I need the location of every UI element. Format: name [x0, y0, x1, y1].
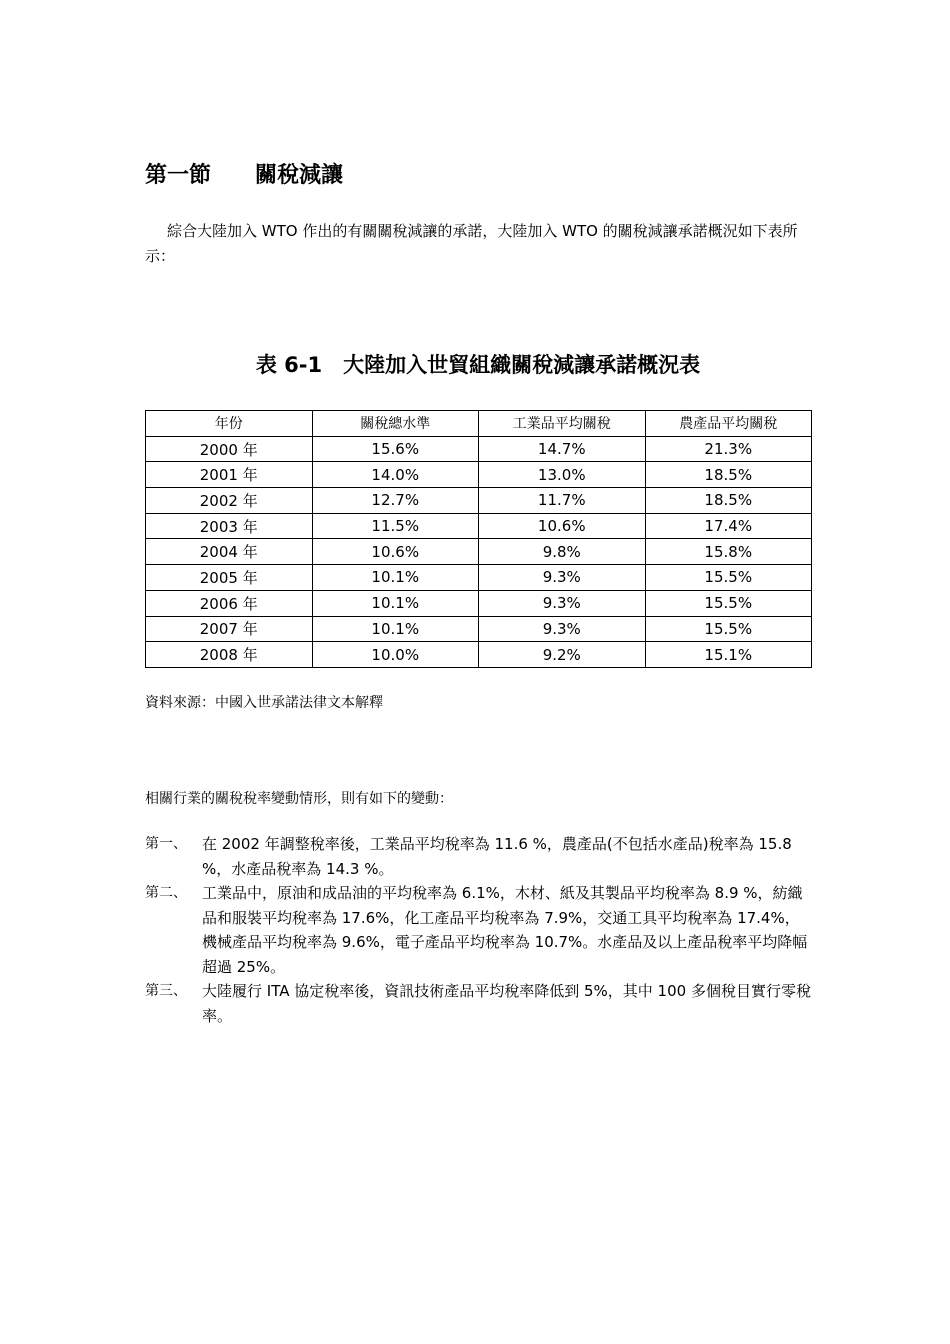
- header-industrial: 工業品平均關稅: [479, 411, 646, 437]
- cell-year: 2004 年: [146, 539, 313, 565]
- item-text: 大陸履行 ITA 協定稅率後，資訊技術產品平均稅率降低到 5%，其中 100 多個稅目實行零稅率。: [202, 982, 811, 1025]
- cell-year: 2007 年: [146, 616, 313, 642]
- cell-year: 2006 年: [146, 590, 313, 616]
- cell-industrial: 14.7%: [479, 436, 646, 462]
- intro-paragraph: 綜合大陸加入 WTO 作出的有關關稅減讓的承諾，大陸加入 WTO 的關稅減讓承諾概況如下表所示：: [145, 222, 798, 265]
- item-label: 第二、: [145, 885, 187, 901]
- cell-industrial: 9.3%: [479, 616, 646, 642]
- cell-industrial: 9.3%: [479, 565, 646, 591]
- cell-overall: 10.6%: [312, 539, 479, 565]
- cell-industrial: 13.0%: [479, 462, 646, 488]
- item-list: [145, 832, 811, 1028]
- cell-industrial: 9.8%: [479, 539, 646, 565]
- cell-industrial: 9.2%: [479, 642, 646, 668]
- cell-year: 2008 年: [146, 642, 313, 668]
- list-item: [145, 832, 811, 881]
- cell-year: 2005 年: [146, 565, 313, 591]
- cell-agricultural: 15.5%: [645, 616, 812, 642]
- table-row: [146, 590, 812, 616]
- lead-paragraph: 相關行業的關稅稅率變動情形，則有如下的變動：: [145, 791, 453, 807]
- section-title: 第一節 關稅減讓: [145, 163, 344, 188]
- list-item: [145, 881, 811, 979]
- cell-agricultural: 18.5%: [645, 488, 812, 514]
- table-row: [146, 616, 812, 642]
- cell-year: 2003 年: [146, 513, 313, 539]
- cell-overall: 14.0%: [312, 462, 479, 488]
- cell-overall: 10.1%: [312, 565, 479, 591]
- list-item: [145, 979, 811, 1028]
- table-caption: 表 6-1 大陸加入世貿組織關稅減讓承諾概況表: [255, 353, 701, 377]
- cell-overall: 15.6%: [312, 436, 479, 462]
- table-row: [146, 436, 812, 462]
- cell-industrial: 10.6%: [479, 513, 646, 539]
- cell-year: 2002 年: [146, 488, 313, 514]
- cell-agricultural: 15.8%: [645, 539, 812, 565]
- header-agricultural: 農產品平均關稅: [645, 411, 812, 437]
- cell-overall: 10.0%: [312, 642, 479, 668]
- cell-agricultural: 15.5%: [645, 565, 812, 591]
- cell-agricultural: 15.5%: [645, 590, 812, 616]
- item-text: 工業品中，原油和成品油的平均稅率為 6.1%，木材、紙及其製品平均稅率為 8.9 %，紡織品和服裝平均稅率為 17.6%，化工產品平均稅率為 7.9%，交通工具平均稅率為 17.4%，機械產品平均稅率為 9.6%，電子產品平均稅率為 10.7%。水產品及以上產品稅率平均降幅超過 25%。: [202, 884, 808, 976]
- cell-agricultural: 15.1%: [645, 642, 812, 668]
- header-overall: 關稅總水準: [312, 411, 479, 437]
- source-note: 資料來源：中國入世承諾法律文本解釋: [145, 695, 383, 711]
- item-label: 第三、: [145, 983, 187, 999]
- cell-overall: 10.1%: [312, 590, 479, 616]
- table-row: [146, 565, 812, 591]
- header-year: 年份: [146, 411, 313, 437]
- cell-industrial: 9.3%: [479, 590, 646, 616]
- cell-overall: 10.1%: [312, 616, 479, 642]
- item-text: 在 2002 年調整稅率後，工業品平均稅率為 11.6 %，農產品(不包括水產品)稅率為 15.8 %，水產品稅率為 14.3 %。: [202, 835, 792, 878]
- cell-year: 2001 年: [146, 462, 313, 488]
- cell-industrial: 11.7%: [479, 488, 646, 514]
- table-row: [146, 513, 812, 539]
- table-row: [146, 642, 812, 668]
- item-label: 第一、: [145, 836, 187, 852]
- cell-agricultural: 21.3%: [645, 436, 812, 462]
- cell-agricultural: 18.5%: [645, 462, 812, 488]
- table-header-row: [146, 411, 812, 437]
- table-row: [146, 462, 812, 488]
- cell-year: 2000 年: [146, 436, 313, 462]
- cell-overall: 11.5%: [312, 513, 479, 539]
- table-row: [146, 539, 812, 565]
- table-row: [146, 488, 812, 514]
- cell-overall: 12.7%: [312, 488, 479, 514]
- cell-agricultural: 17.4%: [645, 513, 812, 539]
- tariff-table: [145, 410, 812, 668]
